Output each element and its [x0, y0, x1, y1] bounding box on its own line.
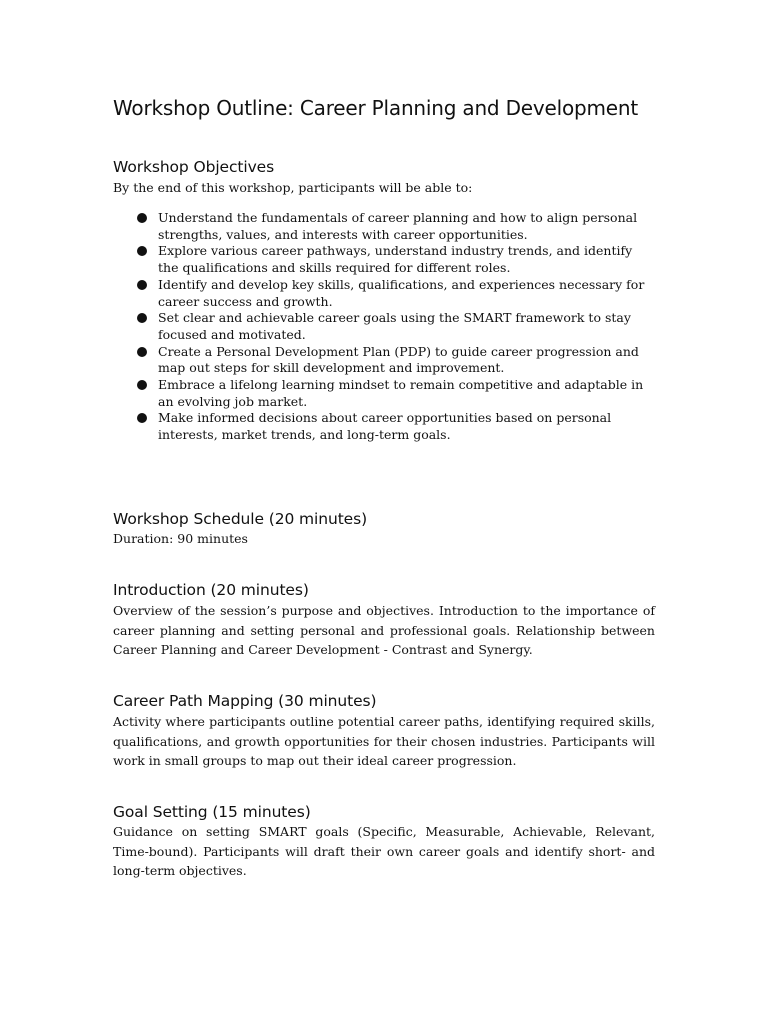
- bullet-icon: [137, 246, 147, 256]
- objective-text: Understand the fundamentals of career planning and how to align personal strengths, values, and interests with career opportunities.: [158, 210, 638, 242]
- objective-item: [137, 377, 655, 410]
- document-page: [113, 0, 658, 1024]
- objectives-heading: Workshop Objectives: [113, 158, 275, 176]
- career-path-heading: Career Path Mapping (30 minutes): [113, 692, 377, 710]
- bullet-icon: [137, 347, 147, 357]
- objective-text: Create a Personal Development Plan (PDP) to guide career progression and map out steps for skill development and improvement.: [158, 343, 639, 376]
- objective-item: [137, 210, 655, 243]
- bullet-icon: [137, 380, 147, 390]
- objective-text: Embrace a lifelong learning mindset to remain competitive and adaptable in an evolving job market.: [158, 377, 644, 409]
- objectives-list: [137, 210, 655, 444]
- objective-item: [137, 410, 655, 443]
- objective-item: [137, 243, 655, 276]
- objective-text: Make informed decisions about career opportunities based on personal interests, market trends, and long-term goals.: [158, 410, 612, 443]
- objective-text: Explore various career pathways, understand industry trends, and identify the qualifications and skills required for different roles.: [158, 243, 633, 276]
- goal-setting-heading: Goal Setting (15 minutes): [113, 803, 311, 821]
- objective-item: [137, 310, 655, 343]
- bullet-icon: [137, 413, 147, 423]
- schedule-heading: Workshop Schedule (20 minutes): [113, 510, 368, 528]
- objective-item: [137, 277, 655, 310]
- document-title: Workshop Outline: Career Planning and Development: [113, 96, 639, 120]
- objectives-intro: By the end of this workshop, participants will be able to:: [113, 180, 473, 195]
- career-path-body: Activity where participants outline potential career paths, identifying required skills, qualifications, and growth opportunities for their chosen industries. Participants will work in small groups to map out their ideal career progression.: [113, 714, 655, 768]
- goal-setting-body: Guidance on setting SMART goals (Specific, Measurable, Achievable, Relevant, Time-bound). Participants will draft their own career goals and identify short- and long-term objectives.: [113, 824, 655, 878]
- objective-text: Set clear and achievable career goals using the SMART framework to stay focused and motivated.: [158, 310, 631, 342]
- introduction-body: Overview of the session’s purpose and objectives. Introduction to the importance of career planning and setting personal and professional goals. Relationship between Career Planning and Career Development - Contrast and Synergy.: [113, 603, 655, 657]
- objective-text: Identify and develop key skills, qualifications, and experiences necessary for career success and growth.: [158, 276, 645, 309]
- bullet-icon: [137, 280, 147, 290]
- introduction-heading: Introduction (20 minutes): [113, 581, 309, 599]
- bullet-icon: [137, 213, 147, 223]
- bullet-icon: [137, 313, 147, 323]
- schedule-duration: Duration: 90 minutes: [113, 531, 248, 546]
- objective-item: [137, 344, 655, 377]
